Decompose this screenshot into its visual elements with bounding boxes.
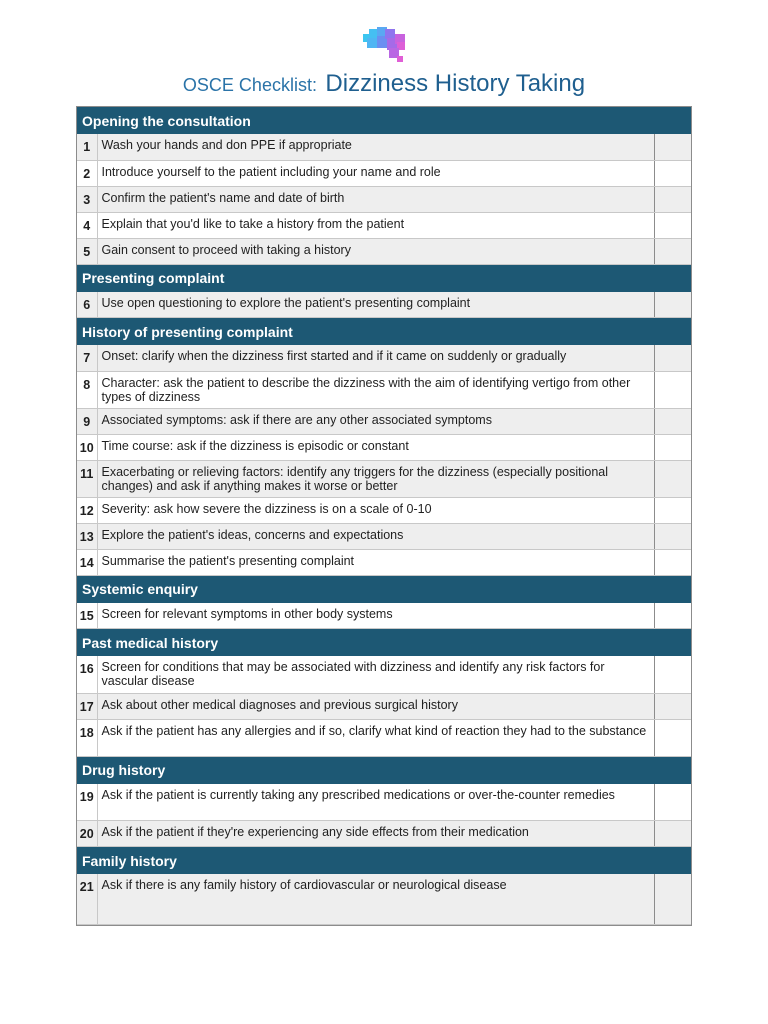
item-text: Exacerbating or relieving factors: identify any triggers for the dizziness (especially positional changes) and ask if anything makes it worse or better <box>97 460 655 497</box>
checklist-row <box>77 345 691 371</box>
item-text: Explore the patient's ideas, concerns and expectations <box>97 523 655 549</box>
item-number: 20 <box>77 821 97 847</box>
item-text: Use open questioning to explore the patient's presenting complaint <box>97 292 655 318</box>
item-number: 1 <box>77 134 97 160</box>
checkbox[interactable] <box>655 212 691 238</box>
item-text: Screen for conditions that may be associated with dizziness and identify any risk factors for vascular disease <box>97 656 655 693</box>
checklist-row <box>77 160 691 186</box>
item-text: Summarise the patient's presenting complaint <box>97 549 655 575</box>
item-text: Time course: ask if the dizziness is episodic or constant <box>97 434 655 460</box>
checklist-row <box>77 719 691 756</box>
section-header <box>77 847 691 875</box>
checkbox[interactable] <box>655 134 691 160</box>
checkbox[interactable] <box>655 460 691 497</box>
section-title: Family history <box>77 847 691 875</box>
item-number: 19 <box>77 784 97 821</box>
item-number: 13 <box>77 523 97 549</box>
checklist-row <box>77 784 691 821</box>
item-number: 9 <box>77 408 97 434</box>
checkbox[interactable] <box>655 497 691 523</box>
item-number: 18 <box>77 719 97 756</box>
section-header <box>77 318 691 346</box>
checkbox[interactable] <box>655 603 691 629</box>
checkbox[interactable] <box>655 549 691 575</box>
section-title: Systemic enquiry <box>77 575 691 603</box>
item-text: Ask if the patient has any allergies and if so, clarify what kind of reaction they had to the substance <box>97 719 655 756</box>
checklist-row <box>77 292 691 318</box>
checkbox[interactable] <box>655 656 691 693</box>
title-main: Dizziness History Taking <box>325 70 586 97</box>
page-title <box>0 70 768 98</box>
item-number: 6 <box>77 292 97 318</box>
item-number: 7 <box>77 345 97 371</box>
item-number: 3 <box>77 186 97 212</box>
checklist-row <box>77 408 691 434</box>
checkbox[interactable] <box>655 345 691 371</box>
checkbox[interactable] <box>655 784 691 821</box>
section-title: Past medical history <box>77 629 691 657</box>
checkbox[interactable] <box>655 186 691 212</box>
section-header <box>77 575 691 603</box>
checkbox[interactable] <box>655 292 691 318</box>
checklist-row <box>77 693 691 719</box>
title-prefix: OSCE Checklist: <box>182 75 317 95</box>
checklist-row <box>77 134 691 160</box>
checkbox[interactable] <box>655 160 691 186</box>
checkbox[interactable] <box>655 408 691 434</box>
checklist-row <box>77 821 691 847</box>
item-text: Ask if there is any family history of cardiovascular or neurological disease <box>97 874 655 924</box>
section-title: Presenting complaint <box>77 264 691 292</box>
item-number: 5 <box>77 238 97 264</box>
item-number: 12 <box>77 497 97 523</box>
section-title: Drug history <box>77 756 691 784</box>
item-text: Ask about other medical diagnoses and previous surgical history <box>97 693 655 719</box>
checklist-row <box>77 238 691 264</box>
item-number: 11 <box>77 460 97 497</box>
item-text: Wash your hands and don PPE if appropriate <box>97 134 655 160</box>
section-header <box>77 629 691 657</box>
item-text: Explain that you'd like to take a history from the patient <box>97 212 655 238</box>
checklist-row <box>77 497 691 523</box>
checklist-row <box>77 656 691 693</box>
checkbox[interactable] <box>655 434 691 460</box>
checklist-row <box>77 434 691 460</box>
checklist-row <box>77 874 691 924</box>
checkbox[interactable] <box>655 874 691 924</box>
item-text: Screen for relevant symptoms in other body systems <box>97 603 655 629</box>
item-number: 21 <box>77 874 97 924</box>
checklist-row <box>77 371 691 408</box>
checklist-row <box>77 549 691 575</box>
item-text: Onset: clarify when the dizziness first started and if it came on suddenly or gradually <box>97 345 655 371</box>
item-text: Gain consent to proceed with taking a history <box>97 238 655 264</box>
item-number: 2 <box>77 160 97 186</box>
checkbox[interactable] <box>655 719 691 756</box>
item-text: Ask if the patient is currently taking any prescribed medications or over-the-counter remedies <box>97 784 655 821</box>
checklist-row <box>77 460 691 497</box>
checklist-row <box>77 212 691 238</box>
section-title: History of presenting complaint <box>77 318 691 346</box>
item-text: Confirm the patient's name and date of birth <box>97 186 655 212</box>
item-text: Introduce yourself to the patient including your name and role <box>97 160 655 186</box>
checkbox[interactable] <box>655 238 691 264</box>
section-header <box>77 756 691 784</box>
item-number: 8 <box>77 371 97 408</box>
checklist-row <box>77 523 691 549</box>
checklist-row <box>77 186 691 212</box>
item-number: 10 <box>77 434 97 460</box>
item-number: 15 <box>77 603 97 629</box>
checklist-table <box>76 106 692 926</box>
checklist-row <box>77 603 691 629</box>
item-text: Character: ask the patient to describe the dizziness with the aim of identifying vertigo from other types of dizziness <box>97 371 655 408</box>
checkbox[interactable] <box>655 371 691 408</box>
section-header <box>77 264 691 292</box>
item-number: 4 <box>77 212 97 238</box>
checkbox[interactable] <box>655 523 691 549</box>
checkbox[interactable] <box>655 821 691 847</box>
item-number: 16 <box>77 656 97 693</box>
item-text: Ask if the patient if they're experiencing any side effects from their medication <box>97 821 655 847</box>
item-number: 14 <box>77 549 97 575</box>
item-number: 17 <box>77 693 97 719</box>
checkbox[interactable] <box>655 693 691 719</box>
section-title: Opening the consultation <box>77 107 691 134</box>
brain-logo-icon <box>361 26 409 66</box>
item-text: Associated symptoms: ask if there are any other associated symptoms <box>97 408 655 434</box>
item-text: Severity: ask how severe the dizziness is on a scale of 0-10 <box>97 497 655 523</box>
section-header <box>77 107 691 134</box>
